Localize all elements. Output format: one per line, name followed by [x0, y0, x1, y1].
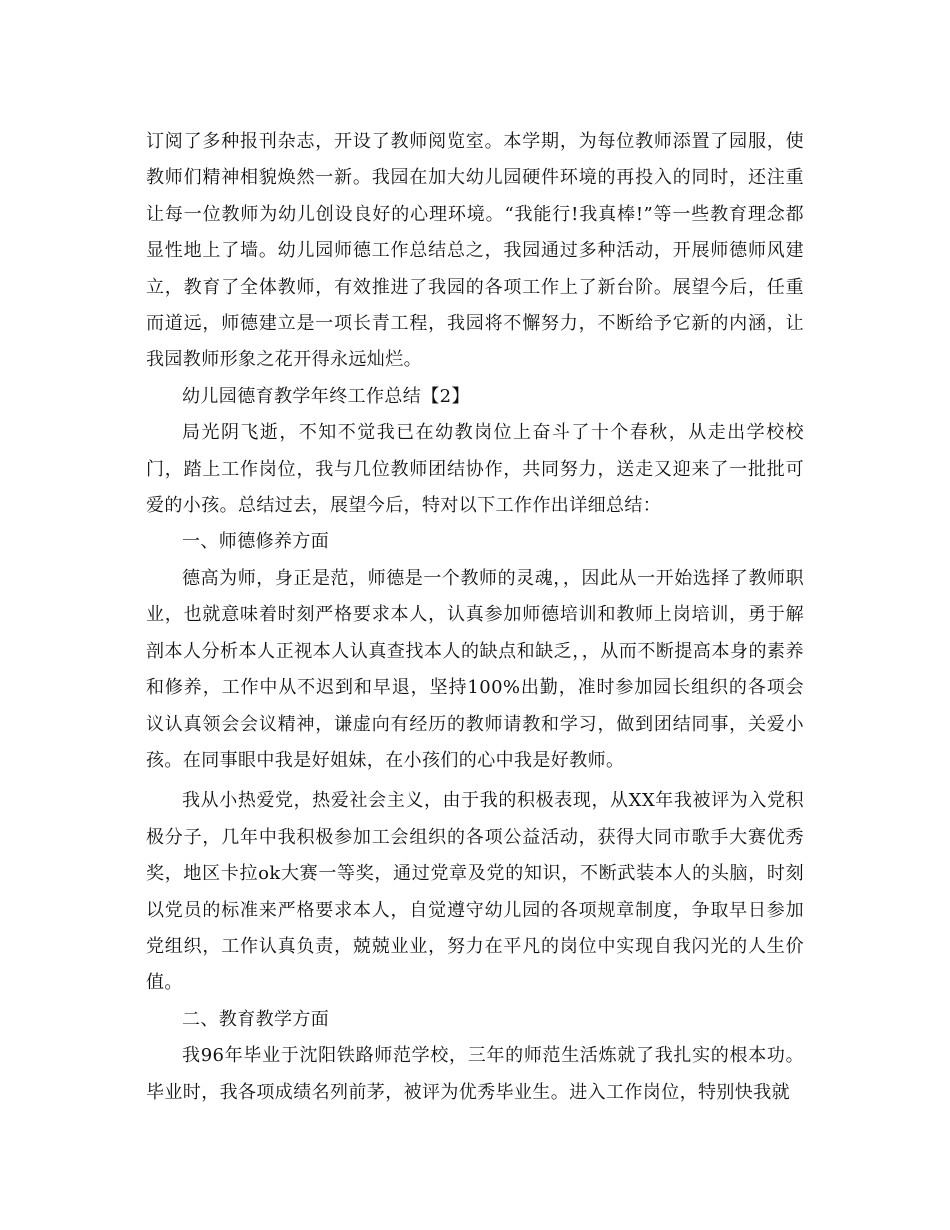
paragraph-ethics: 德高为师，身正是范，师德是一个教师的灵魂，，因此从一开始选择了教师职业，也就意味着时刻严格要求本人，认真参加师德培训和教师上岗培训，勇于解剖本人分析本人正视本人认真查找本人的缺点和缺乏，，从而不断提高本身的素养和修养，工作中从不迟到和早退，坚持100%出勤，准时参加园长组织的各项会议认真领会会议精神，谦虚向有经历的教师请教和学习，做到团结同事，关爱小孩。在同事眼中我是好姐妹，在小孩们的心中我是好教师。 [146, 567, 804, 771]
heading-ethics: 一、师德修养方面 [182, 531, 330, 553]
heading-teaching: 二、教育教学方面 [182, 1008, 330, 1030]
section-title: 幼儿园德育教学年终工作总结【2】 [182, 385, 470, 407]
paragraph-teaching: 我96年毕业于沈阳铁路师范学校，三年的师范生活炼就了我扎实的根本功。毕业时，我各项成绩名列前茅，被评为优秀毕业生。进入工作岗位，特别快我就 [146, 1045, 804, 1103]
paragraph-continuation: 订阅了多种报刊杂志，开设了教师阅览室。本学期，为每位教师添置了园服，使教师们精神相貌焕然一新。我园在加大幼儿园硬件环境的再投入的同时，还注重让每一位教师为幼儿创设良好的心理环境。“我能行!我真棒!”等一些教育理念都显性地上了墙。幼儿园师德工作总结总之，我园通过多种活动，开展师德师风建立，教育了全体教师，有效推进了我园的各项工作上了新台阶。展望今后，任重而道远，师德建立是一项长青工程，我园将不懈努力，不断给予它新的内涵，让我园教师形象之花开得永远灿烂。 [146, 131, 804, 371]
paragraph-party: 我从小热爱党，热爱社会主义，由于我的积极表现，从XX年我被评为入党积极分子，几年中我积极参加工会组织的各项公益活动，获得大同市歌手大赛优秀奖，地区卡拉ok大赛一等奖，通过党章及党的知识，不断武装本人的头脑，时刻以党员的标准来严格要求本人，自觉遵守幼儿园的各项规章制度，争取早日参加党组织，工作认真负责，兢兢业业，努力在平凡的岗位中实现自我闪光的人生价值。 [146, 790, 804, 994]
document-page [146, 124, 804, 1111]
paragraph-intro: 局光阴飞逝，不知不觉我已在幼教岗位上奋斗了十个春秋，从走出学校校门，踏上工作岗位，我与几位教师团结协作，共同努力，送走又迎来了一批批可爱的小孩。总结过去，展望今后，特对以下工作作出详细总结： [146, 422, 804, 517]
